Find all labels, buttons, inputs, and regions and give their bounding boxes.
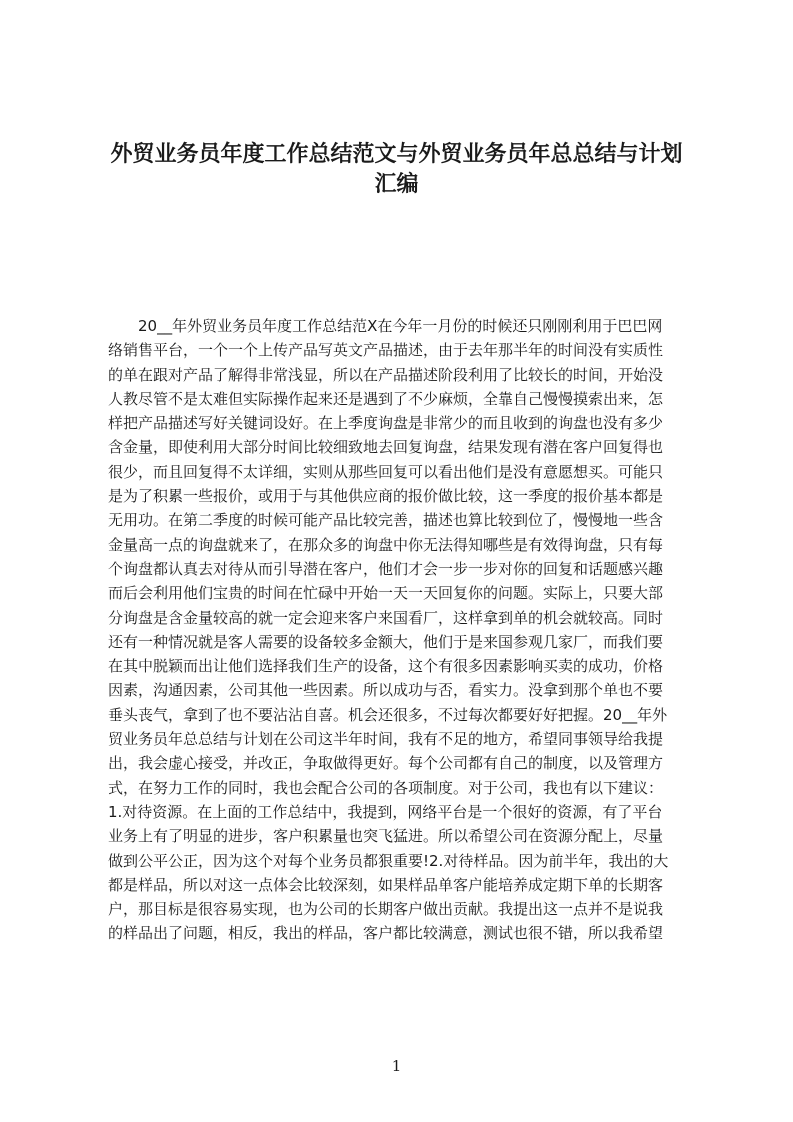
body-line: 样把产品描述写好关键词设好。在上季度询盘是非常少的而且收到的询盘也没有多少 — [108, 414, 664, 433]
body-line: 式，在努力工作的同时，我也会配合公司的各项制度。对于公司，我也有以下建议： — [108, 778, 664, 797]
body-line: 还有一种情况就是客人需要的设备较多金额大，他们于是来国参观几家厂，而我们要 — [108, 632, 664, 651]
document-body — [108, 314, 698, 946]
body-line: 个询盘都认真去对待从而引导潜在客户，他们才会一步一步对你的回复和话题感兴趣 — [108, 559, 664, 578]
body-line: 是为了积累一些报价，或用于与其他供应商的报价做比较，这一季度的报价基本都是 — [108, 487, 664, 506]
body-line: 业务上有了明显的进步，客户积累量也突飞猛进。所以希望公司在资源分配上，尽量 — [108, 827, 664, 846]
body-line: 络销售平台，一个一个上传产品写英文产品描述，由于去年那半年的时间没有实质性 — [108, 341, 664, 360]
body-line: 在其中脱颖而出让他们选择我们生产的设备，这个有很多因素影响买卖的成功，价格 — [108, 657, 664, 676]
body-line: 做到公平公正，因为这个对每个业务员都狠重要!2.对待样品。因为前半年，我出的大 — [108, 851, 669, 870]
body-line: 分询盘是含金量较高的就一定会迎来客户来国看厂，这样拿到单的机会就较高。同时 — [108, 608, 664, 627]
body-line: 垂头丧气，拿到了也不要沾沾自喜。机会还很多，不过每次都要好好把握。20__年外 — [108, 705, 668, 724]
body-line: 很少，而且回复得不太详细，实则从那些回复可以看出他们是没有意愿想买。可能只 — [108, 462, 664, 481]
body-line: 的样品出了问题，相反，我出的样品，客户都比较满意，测试也很不错，所以我希望 — [108, 924, 664, 943]
body-line: 的单在跟对产品了解得非常浅显，所以在产品描述阶段利用了比较长的时间，开始没 — [108, 365, 664, 384]
body-line: 20__年外贸业务员年度工作总结范X在今年一月份的时候还只刚刚利用于巴巴网 — [138, 317, 663, 335]
body-line: 因素，沟通因素，公司其他一些因素。所以成功与否，看实力。没拿到那个单也不要 — [108, 681, 664, 700]
body-line: 含金量，即使利用大部分时间比较细致地去回复询盘，结果发现有潜在客户回复得也 — [108, 438, 664, 457]
document-title: 外贸业务员年度工作总结范文与外贸业务员年总总结与计划汇编 — [110, 142, 683, 197]
body-line: 户，那目标是很容易实现，也为公司的长期客户做出贡献。我提出这一点并不是说我 — [108, 900, 664, 919]
body-line: 人教尽管不是太难但实际操作起来还是遇到了不少麻烦，全靠自己慢慢摸索出来，怎 — [108, 389, 664, 408]
body-line: 都是样品，所以对这一点体会比较深刻，如果样品单客户能培养成定期下单的长期客 — [108, 875, 664, 894]
body-line: 1.对待资源。在上面的工作总结中，我提到，网络平台是一个很好的资源，有了平台 — [108, 802, 663, 821]
body-line: 出，我会虚心接受，并改正，争取做得更好。每个公司都有自己的制度，以及管理方 — [108, 754, 664, 773]
body-line: 贸业务员年总总结与计划在公司这半年时间，我有不足的地方，希望同事领导给我提 — [108, 730, 664, 749]
body-line: 金量高一点的询盘就来了，在那众多的询盘中你无法得知哪些是有效得询盘，只有每 — [108, 535, 664, 554]
body-line: 而后会利用他们宝贵的时间在忙碌中开始一天一天回复你的问题。实际上，只要大部 — [108, 584, 664, 603]
page-number: 1 — [391, 1057, 402, 1075]
body-line: 无用功。在第二季度的时候可能产品比较完善，描述也算比较到位了，慢慢地一些含 — [108, 511, 664, 530]
